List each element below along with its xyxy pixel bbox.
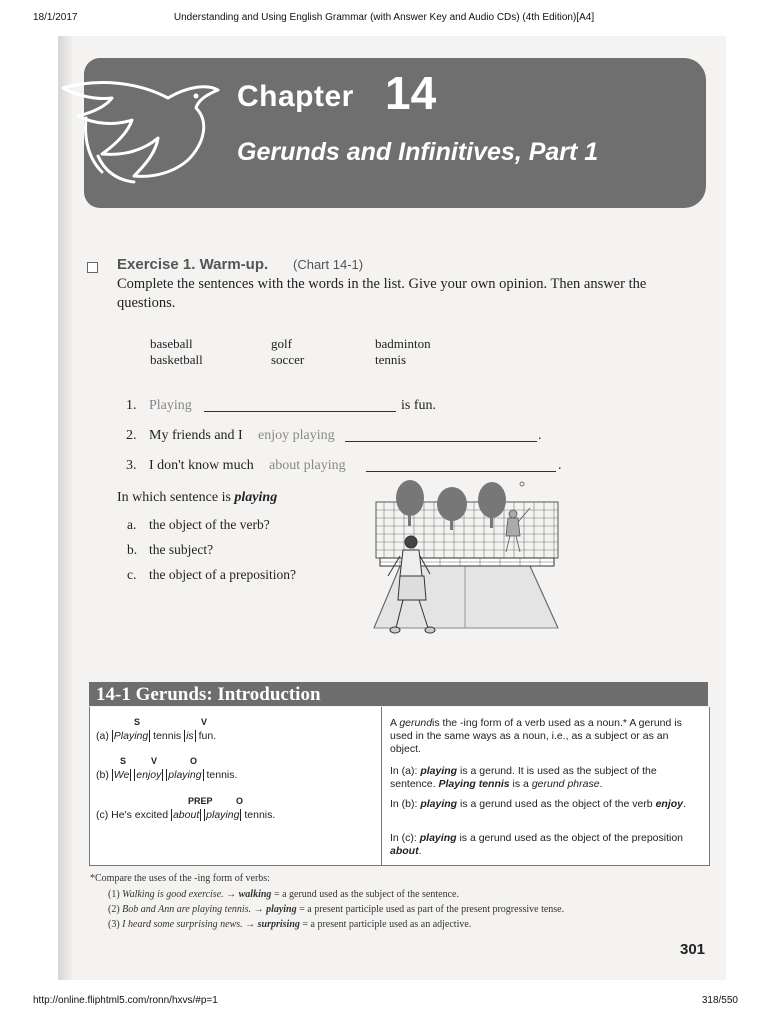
item-suffix: . (558, 458, 562, 473)
footnote-text: = a gerund used as the subject of the sentence. (273, 889, 459, 900)
explanation-term: about (390, 845, 419, 857)
explanation-text: is the -ing form of a verb used as a noun.* A gerund is used in the same ways as a noun, i.e., as a subject or as an object. (390, 717, 682, 755)
footnote-intro: *Compare the uses of the -ing form of verbs: (90, 873, 270, 884)
item-number: 3. (126, 458, 137, 473)
example-word: Playing (113, 730, 149, 742)
explanation-text: is a gerund. It is used as the subject of the sentence. (390, 765, 657, 790)
example-word: We (113, 769, 130, 781)
arrow-icon: → (245, 919, 256, 930)
footnote-example: Walking is good exercise. (122, 889, 224, 900)
example-word: He's excited (111, 809, 169, 821)
question-stem: In which sentence is (117, 490, 231, 505)
explanation-a (390, 765, 700, 791)
example-word: playing (206, 809, 240, 821)
explanation-term: gerund (399, 717, 433, 729)
item-prompt: enjoy playing (258, 428, 335, 443)
explanation-text: . (599, 778, 603, 790)
example-word: playing (168, 769, 202, 781)
exercise-title: Exercise 1. Warm-up. (117, 256, 269, 273)
footnote-line (108, 889, 459, 900)
answer-blank[interactable] (366, 471, 556, 472)
exercise-reference: (Chart 14-1) (293, 257, 364, 272)
print-footer (0, 995, 768, 1009)
option-text: the subject? (149, 542, 214, 557)
footnote-example: Bob and Ann are playing tennis. (122, 904, 252, 915)
footnote-example: I heard some surprising news. (122, 919, 243, 930)
example-letter: (b) (96, 769, 109, 781)
exercise-instructions: Complete the sentences with the words in the list. Give your own opinion. Then answer the questions. (117, 276, 647, 311)
explanation-text: . (683, 798, 686, 810)
exercise-checkbox-icon (87, 262, 98, 273)
option-text: the object of the verb? (149, 517, 270, 532)
example-word: tennis. (244, 809, 276, 821)
item-number: 2. (126, 428, 137, 443)
explanation-text: In (a): (390, 765, 421, 777)
word-list-item: basketball (150, 352, 203, 367)
example-word: fun. (198, 730, 217, 742)
footnote-term: surprising (257, 919, 300, 930)
item-number: 1. (126, 398, 137, 413)
item-prompt: about playing (269, 458, 346, 473)
page-number: 301 (680, 941, 706, 958)
question-keyword: playing (234, 490, 278, 505)
item-suffix: is fun. (401, 398, 436, 413)
word-list-item: badminton (375, 336, 431, 351)
chapter-number: 14 (385, 67, 437, 119)
print-url: http://online.fliphtml5.com/ronn/hxvs/#p=1 (33, 995, 218, 1006)
example-word: is (186, 730, 194, 742)
item-prompt: Playing (149, 398, 192, 413)
explanation-term: gerund phrase (531, 778, 600, 790)
tennis-illustration (370, 478, 562, 646)
explanation-text: is a gerund used as the object of the verb (457, 798, 656, 810)
chapter-subtitle: Gerunds and Infinitives, Part 1 (237, 138, 599, 166)
explanation-c (390, 832, 700, 858)
item-text: I don't know much (149, 458, 254, 473)
word-list-item: baseball (150, 336, 193, 351)
answer-blank[interactable] (204, 411, 396, 412)
footnote-line (108, 919, 471, 930)
label-preposition: PREP (188, 796, 213, 806)
example-letter: (c) (96, 809, 109, 821)
label-subject: S (120, 756, 127, 766)
example-letter: (a) (96, 730, 109, 742)
explanation-text: A (390, 717, 400, 729)
explanation-b (390, 798, 700, 811)
explanation-gerund (390, 717, 700, 756)
explanation-text: . (418, 845, 422, 857)
explanation-term: playing (419, 832, 457, 844)
explanation-term: enjoy (655, 798, 684, 810)
footnote-number: (2) (108, 904, 120, 915)
example-word: tennis (153, 730, 182, 742)
option-letter: b. (127, 542, 138, 557)
option-letter: c. (127, 567, 137, 582)
label-object: O (190, 756, 198, 766)
footnote-line (108, 904, 564, 915)
explanation-term: Playing tennis (438, 778, 510, 790)
answer-blank[interactable] (345, 441, 537, 442)
example-word: tennis. (206, 769, 238, 781)
item-suffix: . (538, 428, 542, 443)
label-subject: S (134, 717, 141, 727)
example-c (96, 809, 275, 821)
print-header (0, 12, 768, 26)
label-object: O (236, 796, 244, 806)
example-word: about (172, 809, 200, 821)
footnote-text: = a present participle used as an adjective. (302, 919, 472, 930)
option-text: the object of a preposition? (149, 567, 296, 582)
explanation-term: playing (420, 765, 458, 777)
explanation-term: playing (420, 798, 458, 810)
explanation-text: is a gerund used as the object of the preposition (456, 832, 684, 844)
print-date: 18/1/2017 (33, 12, 78, 23)
label-verb: V (201, 717, 208, 727)
example-a (96, 730, 216, 742)
explanation-text: In (b): (390, 798, 421, 810)
question-text (117, 490, 277, 506)
chart-title: 14-1 Gerunds: Introduction (96, 684, 321, 705)
item-text: My friends and I (149, 428, 243, 443)
print-title: Understanding and Using English Grammar (with Answer Key and Audio CDs) (4th Edition)[A4] (173, 12, 595, 23)
chapter-label: Chapter (237, 80, 354, 113)
bird-logo (58, 60, 238, 200)
example-word: enjoy (136, 769, 162, 781)
footnote-term: walking (238, 889, 272, 900)
chart-column-divider (381, 707, 382, 865)
footnote-term: playing (266, 904, 297, 915)
arrow-icon: → (253, 904, 264, 915)
example-b (96, 769, 237, 781)
explanation-text: is a (509, 778, 532, 790)
word-list-item: tennis (375, 352, 407, 367)
print-page-count: 318/550 (701, 995, 738, 1006)
arrow-icon: → (226, 889, 237, 900)
explanation-text: In (c): (390, 832, 420, 844)
footnote-number: (3) (108, 919, 120, 930)
word-list-item: soccer (271, 352, 305, 367)
word-list-item: golf (271, 336, 292, 351)
option-letter: a. (127, 517, 137, 532)
footnote-text: = a present participle used as part of the present progressive tense. (299, 904, 565, 915)
label-verb: V (151, 756, 158, 766)
footnote-number: (1) (108, 889, 120, 900)
